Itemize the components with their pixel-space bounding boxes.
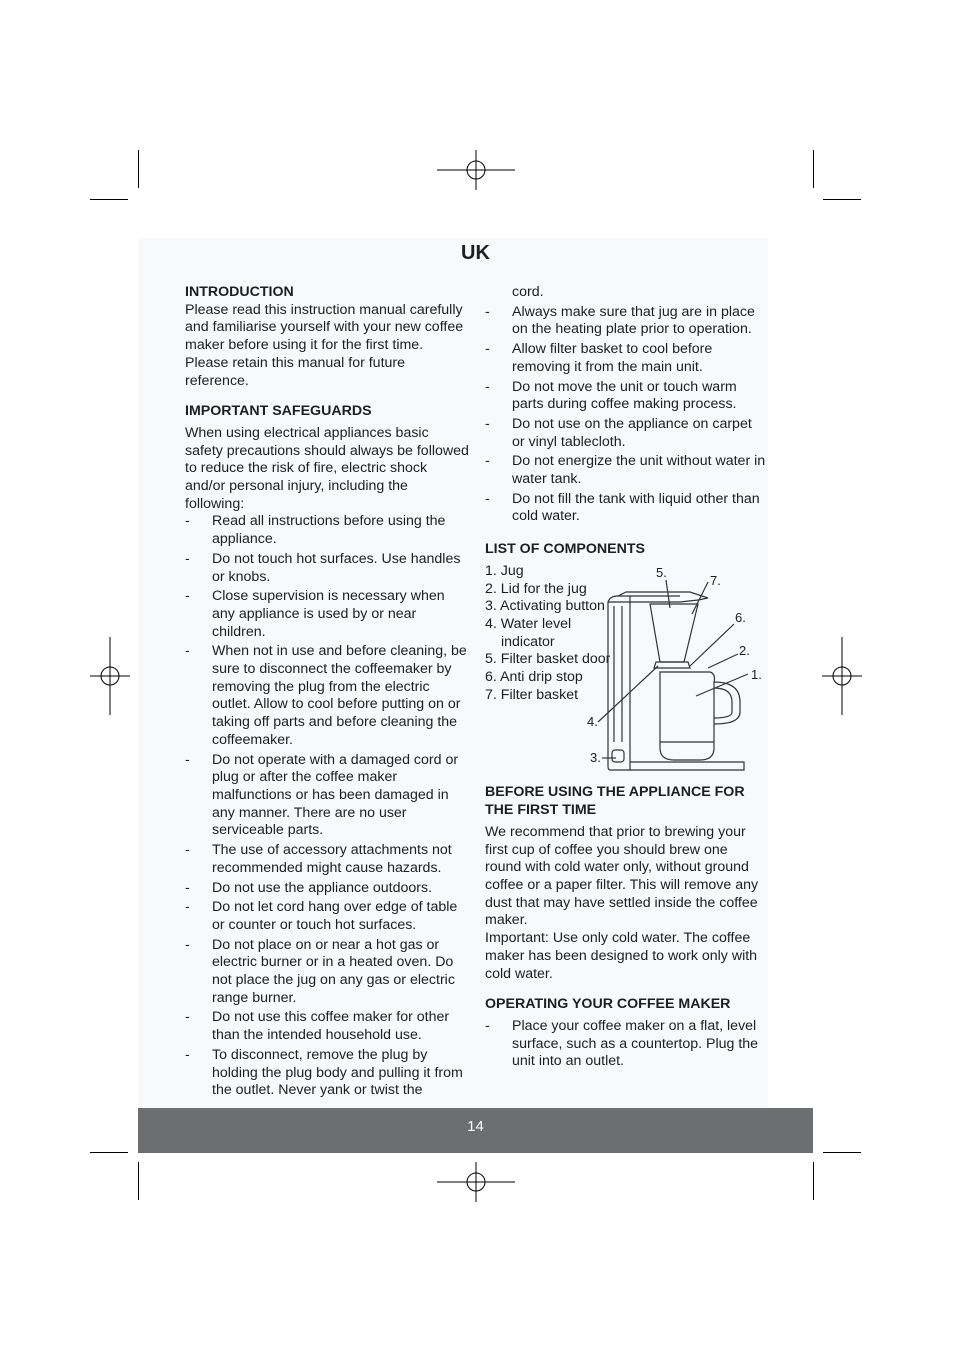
callout-label: 3.	[590, 750, 601, 765]
list-item: - When not in use and before cleaning, be sure to disconnect the coffeemaker by removing the plug from the electric outlet. Allow to cool before putting on or taking off parts and before cleaning the coffeemaker.	[185, 643, 470, 749]
list-item: - Always make sure that jug are in place on the heating plate prior to operation.	[485, 304, 767, 339]
registration-mark-icon	[90, 637, 130, 715]
list-item: - Do not let cord hang over edge of table or counter or touch hot surfaces.	[185, 899, 470, 934]
callout-label: 7.	[710, 573, 721, 588]
list-item: 2. Lid for the jug	[485, 580, 587, 597]
callout-label: 5.	[656, 565, 667, 580]
registration-mark-icon	[437, 1162, 515, 1202]
safeguards-list	[185, 513, 470, 1100]
before-use-text: We recommend that prior to brewing your first cup of coffee you should brew one round with cold water only, without ground coffee or a paper filter. This will remove any dust that may have settled inside the coffee maker.	[485, 823, 759, 929]
language-heading: UK	[461, 242, 490, 264]
list-item: 6. Anti drip stop	[485, 669, 583, 686]
list-item: 4. Water level indicator	[485, 615, 572, 650]
coffee-maker-diagram	[580, 562, 770, 777]
operating-list	[485, 1018, 767, 1071]
list-item: 1. Jug	[485, 562, 524, 579]
crop-mark	[813, 1162, 814, 1200]
list-item: - Do not use on the appliance on carpet or vinyl tablecloth.	[485, 416, 767, 451]
crop-mark	[90, 199, 128, 200]
registration-mark-icon	[822, 637, 862, 715]
intro-heading: INTRODUCTION	[185, 284, 294, 300]
list-item: - Do not energize the unit without water in water tank.	[485, 453, 767, 488]
crop-mark	[823, 1152, 861, 1153]
crop-mark	[138, 150, 139, 188]
callout-label: 6.	[735, 610, 746, 625]
before-use-heading: BEFORE USING THE APPLIANCE FOR THE FIRST TIME	[485, 784, 745, 819]
operating-heading: OPERATING YOUR COFFEE MAKER	[485, 996, 731, 1013]
safeguards-heading: IMPORTANT SAFEGUARDS	[185, 403, 372, 420]
crop-mark	[823, 199, 861, 200]
page-number: 14	[467, 1118, 484, 1135]
list-item: 5. Filter basket door	[485, 651, 611, 668]
registration-mark-icon	[437, 150, 515, 190]
list-item: - To disconnect, remove the plug by holding the plug body and pulling it from the outlet. Never yank or twist the	[185, 1047, 470, 1100]
safeguards-text: When using electrical appliances basic safety precautions should always be followed to reduce the risk of fire, electric shock and/or personal injury, including the following:	[185, 424, 469, 512]
safeguards-list-continued	[485, 304, 767, 526]
list-item: - Place your coffee maker on a flat, level surface, such as a countertop. Plug the unit into an outlet.	[485, 1018, 767, 1071]
list-item: - Do not operate with a damaged cord or plug or after the coffee maker malfunctions or has been damaged in any manner. There are no user serviceable parts.	[185, 752, 470, 841]
list-item: 7. Filter basket	[485, 686, 579, 703]
list-item: - Do not fill the tank with liquid other than cold water.	[485, 491, 767, 526]
list-item: - The use of accessory attachments not recommended might cause hazards.	[185, 842, 470, 877]
callout-label: 4.	[587, 714, 598, 729]
crop-mark	[138, 1162, 139, 1200]
list-item: - Do not use the appliance outdoors.	[185, 880, 470, 898]
before-use-important: Important: Use only cold water. The coffee maker has been designed to work only with cold water.	[485, 930, 758, 982]
intro-text: Please read this instruction manual carefully and familiarise yourself with your new coffee maker before using it for the first time. Please retain this manual for future reference.	[185, 301, 464, 389]
left-column	[185, 284, 470, 1102]
list-item: - Do not place on or near a hot gas or electric burner or in a heated oven. Do not place the jug on any gas or electric range burner.	[185, 937, 470, 1008]
crop-mark	[813, 150, 814, 188]
callout-label: 1.	[751, 667, 762, 682]
callout-label: 2.	[739, 643, 750, 658]
crop-mark	[90, 1152, 128, 1153]
list-item: - Do not use this coffee maker for other than the intended household use.	[185, 1009, 470, 1044]
list-item: - Allow filter basket to cool before removing it from the main unit.	[485, 341, 767, 376]
continued-text: cord.	[512, 284, 544, 300]
list-item: - Do not move the unit or touch warm parts during coffee making process.	[485, 379, 767, 414]
list-item: 3. Activating button	[485, 598, 605, 615]
list-item: - Close supervision is necessary when any appliance is used by or near children.	[185, 588, 470, 641]
list-item: - Do not touch hot surfaces. Use handles or knobs.	[185, 551, 470, 586]
components-heading: LIST OF COMPONENTS	[485, 541, 646, 558]
list-item: - Read all instructions before using the appliance.	[185, 513, 470, 548]
